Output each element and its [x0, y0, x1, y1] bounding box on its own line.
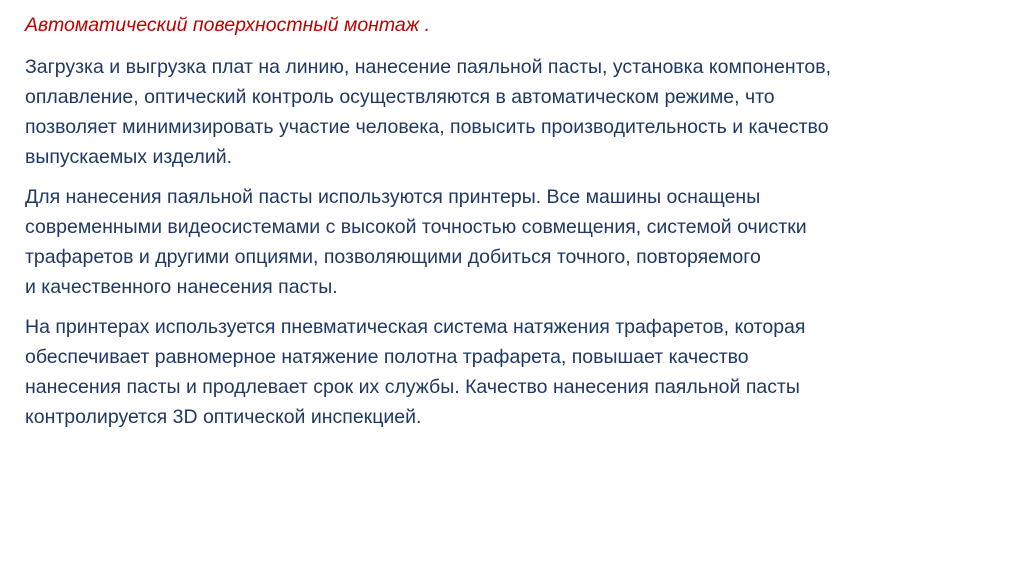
text-line: трафаретов и другими опциями, позволяющими добиться точного, повторяемого	[25, 246, 761, 268]
text-line: обеспечивает равномерное натяжение полотна трафарета, повышает качество	[25, 346, 749, 368]
paragraph-automation	[25, 52, 1000, 172]
text-line: выпускаемых изделий.	[25, 146, 233, 168]
text-line: оплавление, оптический контроль осуществляются в автоматическом режиме, что	[25, 86, 775, 108]
paragraph-printers	[25, 182, 1000, 302]
text-line: Для нанесения паяльной пасты используются принтеры. Все машины оснащены	[25, 186, 761, 208]
paragraph-stencil-tension	[25, 312, 1000, 432]
text-line: позволяет минимизировать участие человека, повысить производительность и качество	[25, 116, 829, 138]
slide-title: Автоматический поверхностный монтаж .	[25, 14, 431, 36]
slide-content	[25, 10, 1000, 442]
text-line: и качественного нанесения пасты.	[25, 276, 338, 298]
text-line: контролируется 3D оптической инспекцией.	[25, 406, 422, 428]
text-line: современными видеосистемами с высокой точностью совмещения, системой очистки	[25, 216, 807, 238]
text-line: На принтерах используется пневматическая система натяжения трафаретов, которая	[25, 316, 806, 338]
text-line: нанесения пасты и продлевает срок их службы. Качество нанесения паяльной пасты	[25, 376, 800, 398]
text-line: Загрузка и выгрузка плат на линию, нанесение паяльной пасты, установка компонентов,	[25, 56, 832, 78]
